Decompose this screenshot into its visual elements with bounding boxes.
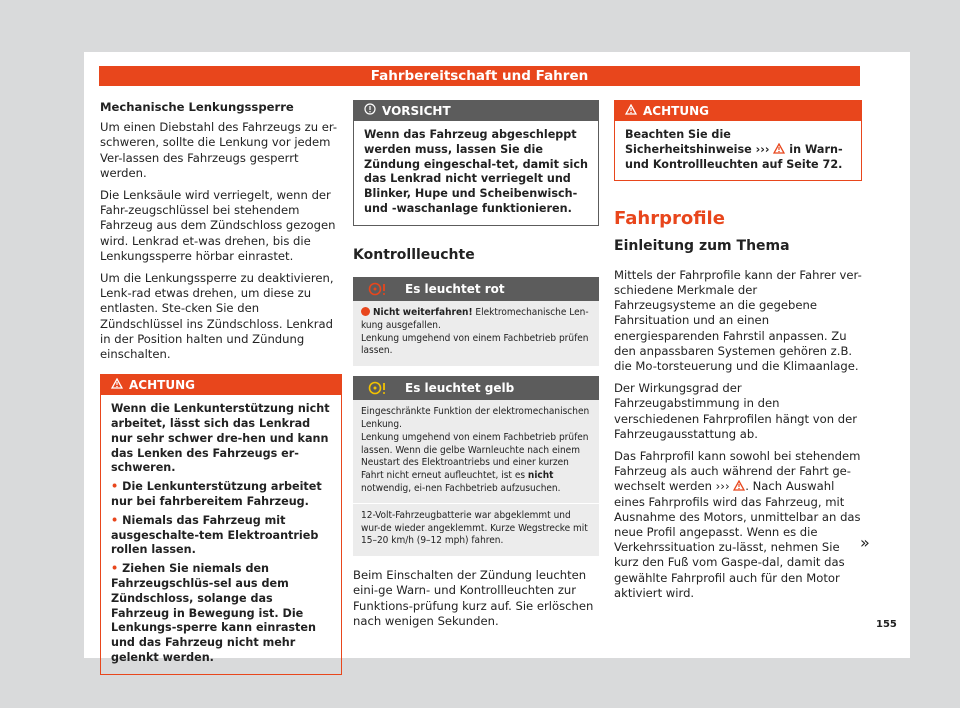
lamp-red-header <box>353 277 599 301</box>
caution-box <box>353 100 599 226</box>
page-header: Fahrbereitschaft und Fahren <box>99 66 860 86</box>
caution-header <box>354 101 598 121</box>
continue-marker: » <box>860 533 870 552</box>
paragraph: Beim Einschalten der Zündung leuchten eini-ge Warn- und Kontrollleuchten zur Funktions-prüfung kurz auf. Sie erlöschen nach wenigen Sekunden. <box>353 568 594 628</box>
bullet-text: Ziehen Sie niemals den Fahrzeugschlüs-sel aus dem Zündschloss, solange das Fahrzeug in Bewegung ist. Die Lenkungs-sperre kann einrasten und das Fahrzeug nicht mehr gelenkt werden. <box>111 562 316 664</box>
column-middle <box>353 100 599 636</box>
lamp-yellow-text3: 12-Volt-Fahrzeugbatterie war abgeklemmt und wur-de wieder angeklemmt. Kurze Wegstrecke mit 15–20 km/h (9–12 mph) fahren. <box>361 509 588 547</box>
paragraph-part: . Nach Auswahl eines Fahrprofils wird das Fahrzeug, mit Ausnahme des Motors, unmittelbar an das neue Profil angepasst. Wenn es die Verkehrssituation zu-lässt, nehmen Sie kurz den Fuß vom Gaspe-dal, damit das gewählte Fahrprofil auch für den Motor aktiviert wird. <box>614 479 861 600</box>
divider <box>353 503 599 504</box>
warning-title: ACHTUNG <box>129 378 195 393</box>
warning-box <box>100 374 342 675</box>
warning-body <box>615 121 861 180</box>
caution-title: VORSICHT <box>382 104 451 118</box>
column-left <box>100 100 342 675</box>
lamp-yellow-text1: Eingeschränkte Funktion der elektromechanischen Lenkung. <box>361 406 590 430</box>
lamp-red-text2: Lenkung umgehend von einem Fachbetrieb prüfen lassen. <box>361 332 589 357</box>
page-number: 155 <box>876 619 897 630</box>
lamp-yellow-label: Es leuchtet gelb <box>405 381 515 396</box>
bullet-icon: • <box>111 480 119 494</box>
steering-warning-yellow-icon <box>367 380 389 396</box>
paragraph-part: Das Fahrprofil kann sowohl bei stehendem Fahrzeug als auch während der Fahrt ge-wechselt werden ››› <box>614 449 861 494</box>
bullet-icon: • <box>111 513 119 527</box>
warning-title: ACHTUNG <box>643 104 709 118</box>
paragraph: Die Lenksäule wird verriegelt, wenn der Fahr-zeugschlüssel bei stehendem Fahrzeug aus dem Zündschloss gezogen wird. Lenkrad et-was drehen, bis die Lenkungssperre hörbar einrastet. <box>100 188 336 263</box>
bullet-icon: • <box>111 562 119 576</box>
paragraph: Der Wirkungsgrad der Fahrzeugabstimmung in den verschiedenen Fahrprofilen hängt von der Fahrzeugausstattung ab. <box>614 381 857 441</box>
lamp-yellow-header <box>353 376 599 400</box>
column-right <box>614 100 862 608</box>
lamp-yellow-text2a: Lenkung umgehend von einem Fachbetrieb prüfen lassen. Wenn die gelbe Warnleuchte nach einem Neustart des Elektroantriebs und einer kurzen Fahrt nicht erneut aufleuchtet, ist es <box>361 431 589 482</box>
paragraph: Um die Lenkungssperre zu deaktivieren, Lenk-rad etwas drehen, um diese zu entlasten. Ste-cken Sie den Zündschlüssel ins Zündschloss. Lenkrad in der Position halten und Zündung einschalten. <box>100 271 334 362</box>
warning-header <box>615 101 861 121</box>
section-heading-kontrollleuchte: Kontrollleuchte <box>353 246 475 263</box>
stop-icon <box>361 307 370 316</box>
section-heading-fahrprofile: Fahrprofile <box>614 208 725 230</box>
warning-text-b: in Warn- und Kontrollleuchten auf Seite 72. <box>625 142 843 171</box>
manual-page <box>84 52 910 664</box>
lamp-yellow-bold: nicht <box>527 470 554 482</box>
warning-bullet <box>111 562 331 666</box>
lamp-yellow-body <box>353 400 599 556</box>
info-circle-icon <box>364 101 376 121</box>
lamp-red-body <box>353 301 599 366</box>
warning-triangle-icon <box>111 375 123 395</box>
warning-bullet <box>111 514 331 558</box>
lamp-yellow-text2 <box>361 432 591 496</box>
warning-text-a: Beachten Sie die Sicherheitshinweise ››› <box>625 128 770 156</box>
lamp-yellow-text2b: notwendig, ei-nen Fachbetrieb aufzusuchen. <box>361 482 561 494</box>
paragraph: Um einen Diebstahl des Fahrzeugs zu er-schweren, sollte die Lenkung vor jedem Ver-lassen des Fahrzeugs gesperrt werden. <box>100 120 338 180</box>
paragraph <box>614 449 862 601</box>
lamp-red-text1: Elektromechanische Len-kung ausgefallen. <box>361 306 589 331</box>
steering-warning-red-icon <box>367 281 389 297</box>
lamp-red-text <box>361 307 591 333</box>
warning-intro: Wenn die Lenkunterstützung nicht arbeitet, lässt sich das Lenkrad nur sehr schwer dre-hen und kann das Lenken des Fahrzeugs er-schweren. <box>111 402 330 475</box>
warning-triangle-icon <box>625 101 637 121</box>
warning-ref-icon[interactable] <box>773 143 789 156</box>
section-heading-lenkungssperre: Mechanische Lenkungssperre <box>100 100 294 114</box>
bullet-text: Die Lenkunterstützung arbeitet nur bei fahrbereitem Fahrzeug. <box>111 480 322 509</box>
warning-ref-icon[interactable] <box>733 479 745 493</box>
warning-box <box>614 100 862 181</box>
lamp-red-bold: Nicht weiterfahren! <box>373 306 473 318</box>
warning-body <box>101 395 341 674</box>
lamp-red-label: Es leuchtet rot <box>405 281 505 296</box>
subheading-einleitung: Einleitung zum Thema <box>614 237 790 254</box>
warning-bullet <box>111 480 331 510</box>
bullet-text: Niemals das Fahrzeug mit ausgeschalte-tem Elektroantrieb rollen lassen. <box>111 513 319 557</box>
caution-body: Wenn das Fahrzeug abgeschleppt werden muss, lassen Sie die Zündung eingeschal-tet, damit sich das Lenkrad nicht verriegelt und Blinker, Hupe und Scheibenwisch- und -waschanlage funktionieren. <box>364 128 588 215</box>
warning-header <box>101 375 341 395</box>
paragraph: Mittels der Fahrprofile kann der Fahrer ver-schiedene Merkmale der Fahrzeugsysteme an die gegebene Fahrsituation und an einen energiesparenden Fahrstil anpassen. Zu den anpassbaren Systemen gehören z.B. die Mo-torsteuerung und die Klimaanlage. <box>614 267 862 374</box>
